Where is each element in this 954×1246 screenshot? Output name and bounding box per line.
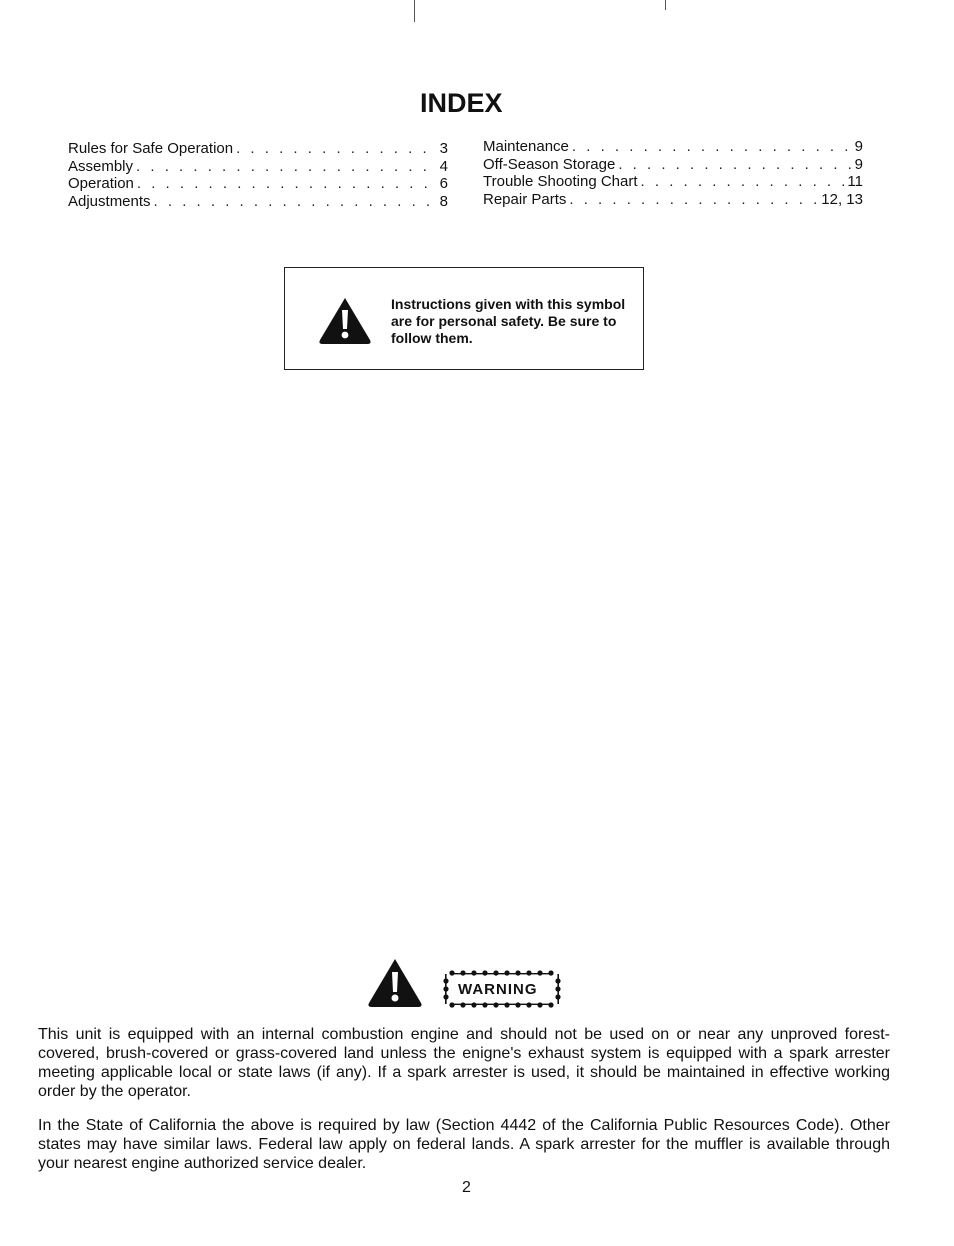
index-entry-page: 4 xyxy=(439,157,448,175)
index-entry-page: 11 xyxy=(847,173,863,190)
index-entry-page: 12, 13 xyxy=(821,190,863,208)
dot-leader xyxy=(572,138,852,156)
index-entry xyxy=(68,193,448,211)
warning-triangle-icon xyxy=(317,296,373,346)
index-entry-page: 9 xyxy=(854,138,863,155)
index-entry-page: 6 xyxy=(439,175,448,192)
warning-triangle-icon xyxy=(366,957,424,1009)
scan-artifact-line xyxy=(414,0,415,22)
index-entry xyxy=(483,138,863,156)
index-entry-label: Repair Parts xyxy=(483,190,567,208)
index-entry-page: 8 xyxy=(439,192,448,210)
index-entry-page: 9 xyxy=(854,155,863,173)
dot-leader xyxy=(641,173,845,191)
index-entry-label: Operation xyxy=(68,175,134,192)
index-entry-label: Trouble Shooting Chart xyxy=(483,173,638,190)
index-column-left xyxy=(68,140,448,210)
index-entry-label: Assembly xyxy=(68,157,134,175)
warning-label: WARNING xyxy=(458,981,538,998)
index-entry xyxy=(483,191,863,209)
index-entry-page: 3 xyxy=(439,140,448,157)
scan-artifact-line xyxy=(665,0,666,10)
index-entry-label: Off-Season Storage xyxy=(483,155,616,173)
index-entry-label: Maintenance xyxy=(483,138,569,155)
index-entry-label: Adjustments xyxy=(68,192,151,210)
safety-notice-text: Instructions given with this symbol are for personal safety. Be sure to follow them. xyxy=(391,296,626,346)
dot-leader xyxy=(136,158,437,176)
page-title: INDEX xyxy=(420,88,503,118)
dot-leader xyxy=(137,175,437,193)
index-entry-label: Rules for Safe Operation xyxy=(68,140,234,157)
dot-leader xyxy=(236,140,437,158)
page-number: 2 xyxy=(462,1179,471,1196)
index-entry xyxy=(68,158,448,176)
index-entry xyxy=(483,173,863,191)
index-entry xyxy=(68,140,448,158)
dot-leader xyxy=(618,156,851,174)
index-column-right xyxy=(483,138,863,208)
warning-paragraph: This unit is equipped with an internal combustion engine and should not be used on or near any unproved forest-covered, brush-covered or grass-covered land unless the enigne's exhaust system is equipped with a spark arrester meeting applicable local or state laws (if any). If a spark arrester is used, it should be maintained in effective working order by the operator. xyxy=(38,1026,890,1100)
dot-leader xyxy=(569,191,818,209)
warning-paragraph: In the State of California the above is required by law (Section 4442 of the California Public Resources Code). Other states may have similar laws. Federal law apply on federal lands. A spark arrester for the muffler is available through your nearest engine authorized service dealer. xyxy=(38,1117,890,1172)
safety-notice-box xyxy=(284,267,644,370)
index-entry xyxy=(483,156,863,174)
index-entry xyxy=(68,175,448,193)
dot-leader xyxy=(154,193,437,211)
